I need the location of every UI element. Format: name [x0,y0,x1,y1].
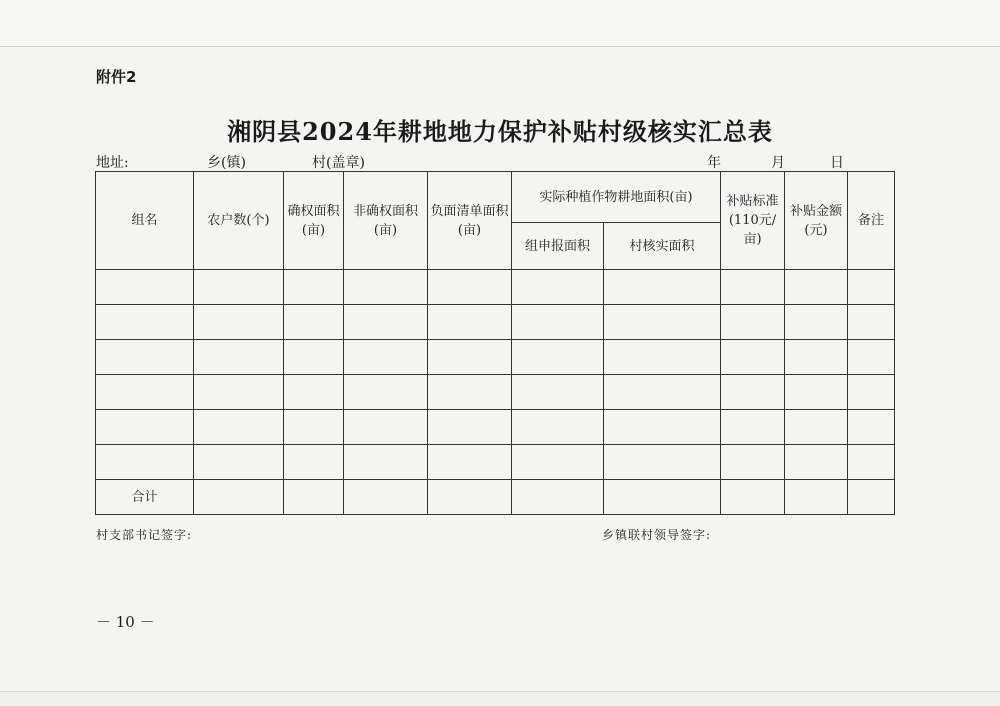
table-cell [785,410,848,445]
table-cell [428,340,512,375]
table-cell [848,445,895,480]
table-cell [848,410,895,445]
total-cell [604,480,721,515]
total-cell [721,480,785,515]
table-cell [721,305,785,340]
table-cell [194,445,284,480]
table-cell [96,445,194,480]
village-secretary-signature: 村支部书记签字: [96,528,193,542]
table-row [96,305,895,340]
table-cell [428,410,512,445]
table-cell [721,410,785,445]
table-cell [604,375,721,410]
table-cell [344,305,428,340]
table-cell [96,270,194,305]
table-cell [194,410,284,445]
table-row [96,375,895,410]
address-village: 村(盖章) [312,155,365,171]
table-cell [785,270,848,305]
document-title: 湘阴县2024年耕地地力保护补贴村级核实汇总表 [227,117,773,146]
header-group-reported: 组申报面积 [512,223,604,270]
table-cell [428,375,512,410]
table-cell [284,270,344,305]
table-cell [848,305,895,340]
header-confirmed-area: 确权面积(亩) [284,172,344,270]
total-label: 合计 [96,480,194,515]
table-cell [428,445,512,480]
table-row [96,270,895,305]
table-cell [604,445,721,480]
table-cell [194,305,284,340]
total-cell [512,480,604,515]
header-unconfirmed-area: 非确权面积(亩) [344,172,428,270]
table-cell [721,270,785,305]
address-township: 乡(镇) [207,155,246,171]
total-cell [344,480,428,515]
header-households: 农户数(个) [194,172,284,270]
table-row [96,445,895,480]
table-cell [284,410,344,445]
table-cell [344,445,428,480]
table-cell [512,410,604,445]
table-cell [96,410,194,445]
table-cell [721,445,785,480]
table-cell [512,340,604,375]
table-cell [284,340,344,375]
header-subsidy-amount: 补贴金额(元) [785,172,848,270]
table-cell [604,305,721,340]
table-cell [848,270,895,305]
table-cell [512,270,604,305]
total-cell [284,480,344,515]
table-cell [194,340,284,375]
table-cell [604,270,721,305]
table-cell [785,445,848,480]
table-cell [721,340,785,375]
table-cell [344,375,428,410]
header-village-verified: 村核实面积 [604,223,721,270]
table-cell [96,305,194,340]
table-cell [604,410,721,445]
table-cell [848,340,895,375]
total-cell [785,480,848,515]
table-cell [194,375,284,410]
page-top-edge [0,0,1000,47]
table-row [96,410,895,445]
table-cell [848,375,895,410]
date-day: 日 [830,155,844,171]
table-cell [344,340,428,375]
table-cell [785,305,848,340]
total-cell [428,480,512,515]
table-cell [721,375,785,410]
table-cell [284,445,344,480]
summary-table [95,171,895,515]
total-cell [848,480,895,515]
page-number: － 10 － [96,613,155,631]
table-cell [96,340,194,375]
table-cell [344,410,428,445]
header-group-name: 组名 [96,172,194,270]
date-month: 月 [771,155,785,171]
table-cell [284,305,344,340]
table-cell [604,340,721,375]
header-remarks: 备注 [848,172,895,270]
page-bottom-edge [0,691,1000,706]
table-cell [194,270,284,305]
table-cell [785,340,848,375]
table-row [96,340,895,375]
table-cell [284,375,344,410]
table-cell [344,270,428,305]
table-cell [785,375,848,410]
table-cell [512,305,604,340]
table-cell [96,375,194,410]
attachment-label: 附件2 [96,68,137,86]
address-label: 地址: [96,155,129,171]
date-year: 年 [707,155,721,171]
header-subsidy-standard: 补贴标准(110元/亩) [721,172,785,270]
table-cell [428,270,512,305]
township-leader-signature: 乡镇联村领导签字: [602,528,712,542]
total-cell [194,480,284,515]
header-negative-list-area: 负面清单面积(亩) [428,172,512,270]
table-cell [512,375,604,410]
header-actual-area: 实际种植作物耕地面积(亩) [512,172,721,223]
table-cell [512,445,604,480]
table-cell [428,305,512,340]
